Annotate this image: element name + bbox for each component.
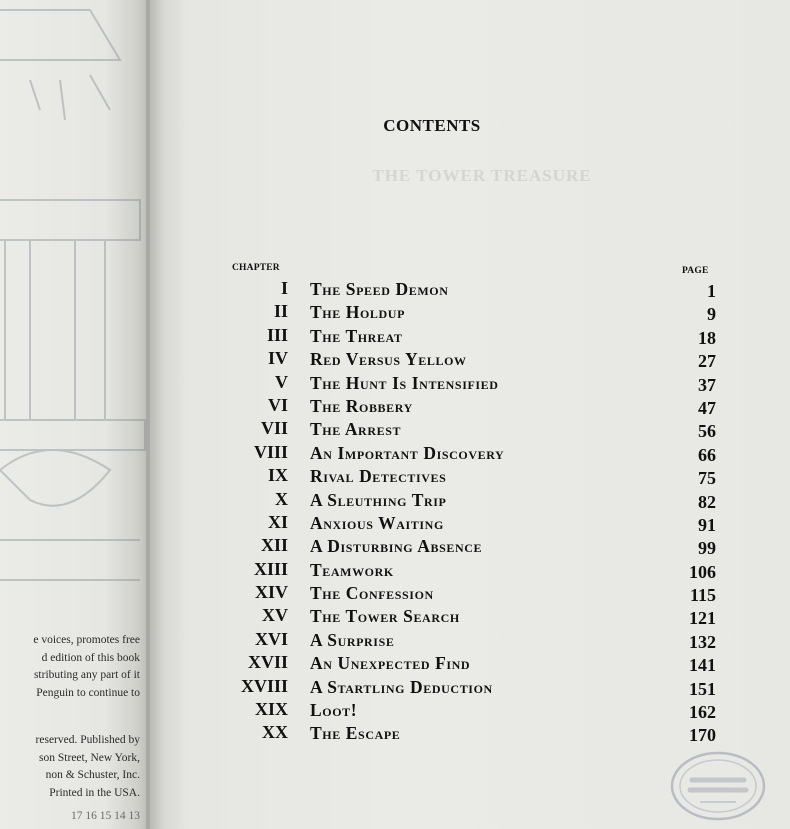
table-row — [152, 489, 790, 512]
faded-illustration-icon — [0, 0, 150, 620]
chapter-number: X — [275, 488, 288, 509]
page-number: 82 — [698, 491, 716, 512]
table-row — [152, 442, 790, 465]
copyright-line: non & Schuster, Inc. — [45, 769, 140, 781]
copyright-line: stributing any part of it — [33, 669, 140, 681]
chapter-title: The Robbery — [310, 395, 413, 416]
chapter-title: A Startling Deduction — [310, 676, 493, 697]
chapter-number: XVI — [254, 628, 288, 649]
copyright-text — [0, 632, 140, 826]
table-row — [152, 301, 790, 324]
left-page — [0, 0, 150, 829]
table-row — [152, 348, 790, 371]
page-number: 75 — [698, 468, 716, 489]
page-number: 151 — [689, 678, 716, 699]
chapter-title: A Surprise — [310, 629, 395, 650]
chapter-number: VIII — [253, 441, 288, 462]
chapter-title: The Arrest — [310, 419, 402, 440]
page-title: CONTENTS — [383, 116, 481, 135]
chapter-number: V — [275, 371, 288, 392]
table-row — [152, 278, 790, 301]
table-row — [152, 418, 790, 441]
table-row — [152, 722, 790, 745]
chapter-number: XIV — [254, 582, 288, 603]
copyright-line: e voices, promotes free — [33, 634, 140, 646]
chapter-title: The Escape — [310, 723, 401, 744]
chapter-title: Rival Detectives — [310, 466, 447, 487]
copyright-line: son Street, New York, — [39, 751, 140, 764]
chapter-number: I — [280, 278, 288, 298]
chapter-title: The Tower Search — [310, 606, 460, 627]
chapter-title: Teamwork — [310, 559, 394, 580]
chapter-title: Anxious Waiting — [310, 512, 444, 533]
chapter-number: VII — [260, 418, 288, 439]
chapter-number: XI — [267, 511, 288, 532]
table-row — [152, 582, 790, 605]
chapter-number: XIII — [253, 558, 288, 579]
page-number: 56 — [698, 421, 716, 442]
chapter-title: A Disturbing Absence — [310, 536, 483, 557]
chapter-number: XIX — [254, 699, 288, 720]
book-gutter — [146, 0, 186, 829]
chapter-title: An Important Discovery — [310, 442, 505, 463]
chapter-title: Loot! — [310, 700, 358, 721]
copyright-line: Printed in the USA. — [49, 786, 140, 799]
chapter-number: XV — [262, 605, 288, 626]
page-column-header: PAGE — [682, 266, 709, 276]
chapter-title: An Unexpected Find — [310, 653, 471, 674]
chapter-title: Red Versus Yellow — [310, 349, 467, 370]
page-number: 18 — [698, 327, 716, 348]
watermark-seal-icon — [670, 750, 766, 822]
page-number: 132 — [689, 631, 716, 652]
table-row — [152, 699, 790, 722]
table-row — [152, 652, 790, 675]
page-number: 115 — [689, 585, 716, 606]
printing-line: 17 16 15 14 13 — [71, 810, 140, 822]
chapter-number: IX — [267, 465, 288, 486]
page-number: 1 — [707, 281, 716, 301]
chapter-column-header: CHAPTER — [232, 263, 280, 273]
page-number: 170 — [689, 725, 716, 746]
copyright-line: reserved. Published by — [35, 734, 140, 746]
table-row — [152, 535, 790, 558]
chapter-number: XVIII — [240, 675, 288, 696]
page-number: 66 — [698, 444, 716, 465]
page-number: 37 — [698, 374, 716, 395]
copyright-line: Penguin to continue to — [36, 686, 140, 699]
page-number: 162 — [689, 702, 716, 723]
table-row — [152, 325, 790, 348]
page-number: 47 — [698, 397, 716, 418]
show-through-title: THE TOWER TREASURE — [372, 166, 592, 185]
page-number: 141 — [689, 655, 716, 676]
table-row — [152, 372, 790, 395]
chapter-number: XII — [260, 535, 288, 556]
page-number: 27 — [698, 351, 716, 372]
chapter-number: VI — [267, 394, 288, 415]
chapter-title: The Confession — [310, 583, 434, 604]
chapter-number: II — [273, 301, 288, 322]
table-row — [152, 512, 790, 535]
chapter-number: XX — [262, 722, 288, 743]
table-of-contents — [152, 278, 790, 746]
page-number: 9 — [707, 304, 716, 325]
chapter-title: A Sleuthing Trip — [310, 489, 447, 510]
table-row — [152, 676, 790, 699]
chapter-number: IV — [267, 348, 288, 369]
table-row — [152, 465, 790, 488]
page-number: 106 — [689, 561, 716, 582]
copyright-line: d edition of this book — [41, 651, 140, 664]
table-row — [152, 559, 790, 582]
chapter-title: The Threat — [310, 325, 403, 346]
chapter-number: III — [266, 324, 288, 345]
right-page — [152, 0, 790, 829]
table-row — [152, 395, 790, 418]
page-number: 99 — [698, 538, 716, 559]
table-row — [152, 605, 790, 628]
page-number: 121 — [689, 608, 716, 629]
chapter-number: XVII — [247, 652, 288, 673]
page-number: 91 — [698, 514, 716, 535]
chapter-title: The Hunt Is Intensified — [310, 372, 499, 393]
table-row — [152, 629, 790, 652]
chapter-title: The Speed Demon — [310, 279, 449, 299]
chapter-title: The Holdup — [310, 302, 405, 323]
